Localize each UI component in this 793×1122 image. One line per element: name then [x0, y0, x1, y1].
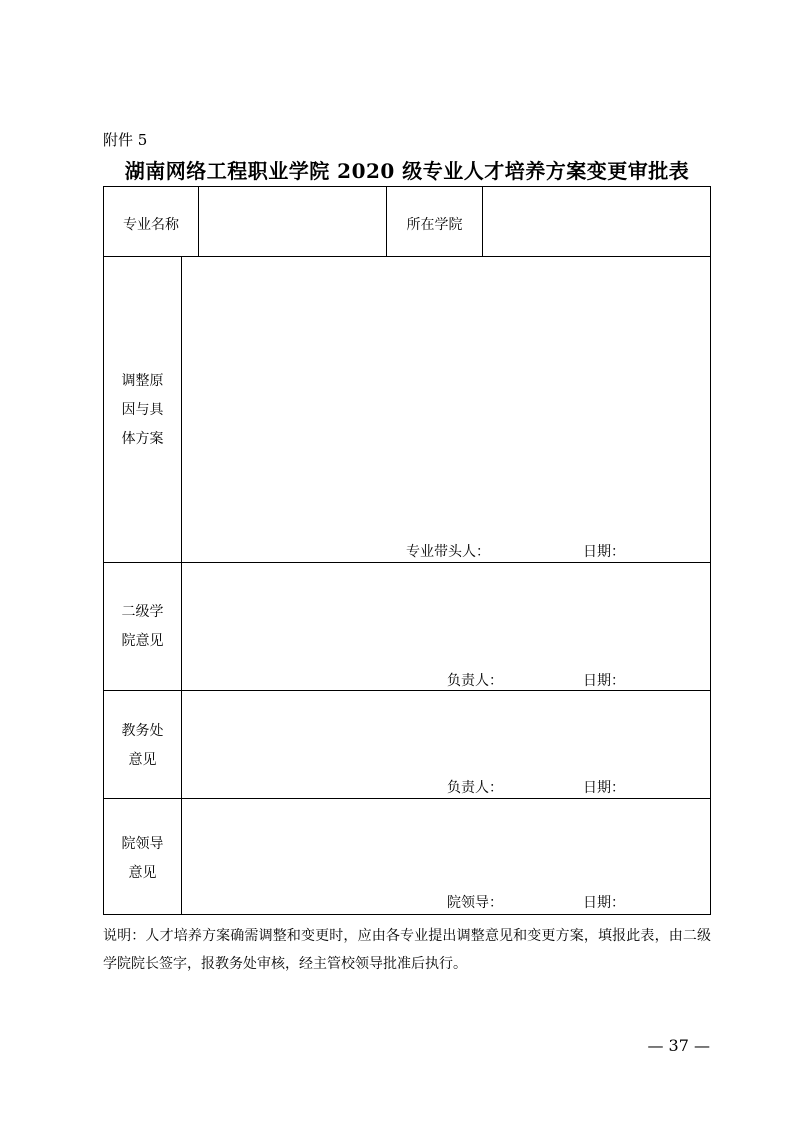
college-date-label: 日期：: [583, 673, 625, 689]
page-number: — 37 —: [647, 1036, 710, 1055]
note-text: 说明：人才培养方案确需调整和变更时，应由各专业提出调整意见和变更方案，填报此表，由二级学院院长签字，报教务处审核，经主管校领导批准后执行。: [103, 928, 711, 972]
college-label: 所在学院: [406, 217, 463, 233]
program-leader-signature-label: 专业带头人：: [406, 544, 490, 560]
adjustment-date-label: 日期：: [583, 544, 625, 560]
major-name-label: 专业名称: [123, 217, 179, 233]
leader-opinion-content-area[interactable]: [182, 799, 710, 914]
leader-signer-label: 院领导：: [447, 895, 503, 911]
adjustment-content-area[interactable]: [182, 257, 710, 562]
table-border-left: [103, 186, 104, 915]
table-border-right: [710, 186, 711, 915]
academic-affairs-date-label: 日期：: [583, 780, 625, 796]
attachment-label: 附件 5: [103, 131, 148, 149]
college-signer-label: 负责人：: [447, 673, 503, 689]
page-title: 湖南网络工程职业学院 2020 级专业人才培养方案变更审批表: [124, 159, 690, 183]
leader-opinion-label: 院领导 意见: [121, 836, 164, 881]
table-border-bottom: [103, 914, 711, 915]
academic-affairs-content-area[interactable]: [182, 691, 710, 798]
leader-date-label: 日期：: [583, 895, 625, 911]
college-opinion-label: 二级学 院意见: [121, 604, 164, 649]
column-divider: [482, 186, 483, 257]
adjustment-label: 调整原 因与具 体方案: [121, 373, 164, 447]
college-opinion-content-area[interactable]: [182, 563, 710, 690]
table-border-top: [103, 186, 711, 187]
column-divider: [198, 186, 199, 257]
academic-affairs-label: 教务处 意见: [121, 723, 164, 768]
academic-affairs-signer-label: 负责人：: [447, 780, 503, 796]
